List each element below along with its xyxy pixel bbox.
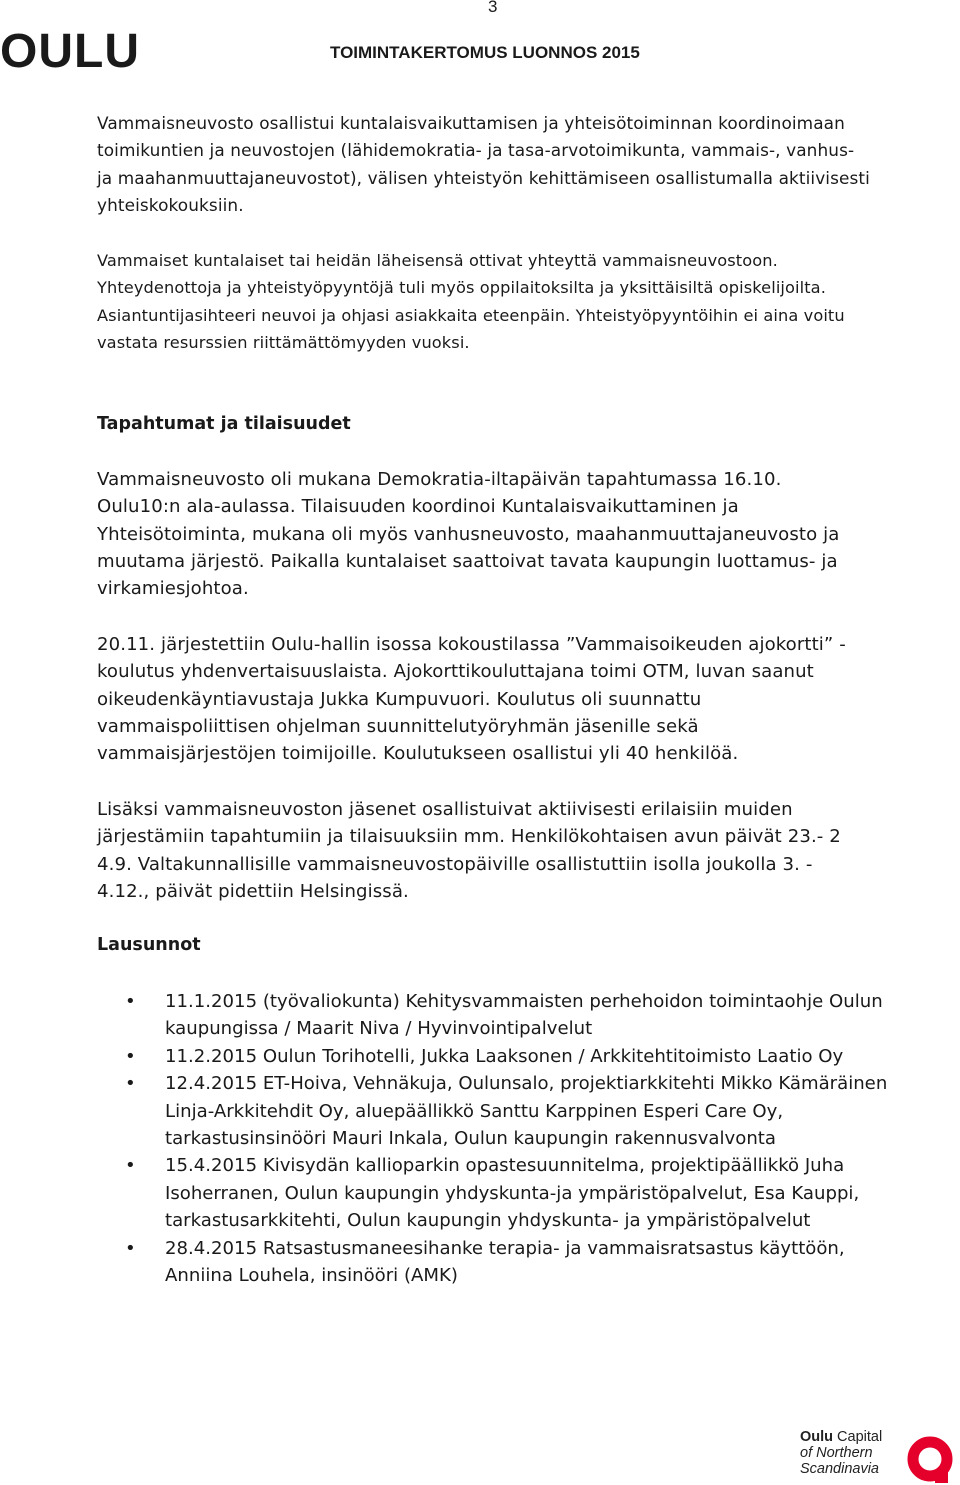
oulu-logo: OULU bbox=[0, 25, 140, 78]
footer-logo-northern: of Northern bbox=[800, 1445, 873, 1461]
list-item: • 12.4.2015 ET-Hoiva, Vehnäkuja, Oulunsalo, projektiarkkitehti Mikko Kämäräinen Linja-Arkkitehdit Oy, aluepäällikkö Santtu Karppinen Esperi Care Oy, tarkastusinsinööri Mauri Inkala, Oulun kaupungin rakennusvalvonta bbox=[97, 1070, 890, 1152]
paragraph-ajokortti: 20.11. järjestettiin Oulu-hallin isossa kokoustilassa ”Vammaisoikeuden ajokortti” -koulutus yhdenvertaisuuslaista. Ajokorttikouluttajana toimi OTM, luvan saanut oikeudenkäyntiavustaja Jukka Kumpuvuori. Koulutus oli suunnattu vammaispoliittisen ohjelman suunnittelutyöryhmän jäsenille sekä vammaisjärjestöjen toimijoille. Koulutukseen osallistui yli 40 henkilöä. bbox=[97, 634, 846, 765]
footer-logo-oulu: Oulu bbox=[800, 1429, 834, 1445]
oulu-mark-icon bbox=[904, 1433, 956, 1485]
oulu-mark-tail bbox=[935, 1470, 948, 1483]
paragraph-yhteydenotot: Vammaiset kuntalaiset tai heidän läheisensä ottivat yhteyttä vammaisneuvostoon. Yhteydenottoja ja yhteistyöpyyntöjä tuli myös oppilaitoksilta ja yksittäisiltä opiskelijoilta. Asiantuntijasihteeri neuvoi ja ohjasi asiakkaita eteenpäin. Yhteistyöpyyntöihin ei aina voitu vastata resurssien riittämättömyyden vuoksi. bbox=[97, 251, 845, 352]
list-item: • 11.2.2015 Oulun Torihotelli, Jukka Laaksonen / Arkkitehtitoimisto Laatio Oy bbox=[97, 1043, 890, 1070]
paragraph-lisaksi: Lisäksi vammaisneuvoston jäsenet osallistuivat aktiivisesti erilaisiin muiden järjestämiin tapahtumiin ja tilaisuuksiin mm. Henkilökohtaisen avun päivät 23.- 2 4.9. Valtakunnallisille vammaisneuvostopäiville osallistuttiin isolla joukolla 3. - 4.12., päivät pidettiin Helsingissä. bbox=[97, 799, 841, 902]
footer-logo-text bbox=[800, 1429, 882, 1477]
footer-logo bbox=[800, 1429, 960, 1483]
document-title: TOIMINTAKERTOMUS LUONNOS 2015 bbox=[330, 43, 640, 62]
footer-logo-scandinavia: Scandinavia bbox=[800, 1461, 879, 1477]
list-item: • 15.4.2015 Kivisydän kallioparkin opastesuunnitelma, projektipäällikkö Juha Isoherranen, Oulun kaupungin yhdyskunta-ja ympäristöpalvelut, Esa Kauppi, tarkastusarkkitehti, Oulun kaupungin yhdyskunta- ja ympäristöpalvelut bbox=[97, 1152, 890, 1234]
page-number: 3 bbox=[488, 0, 498, 16]
heading-lausunnot: Lausunnot bbox=[97, 935, 201, 955]
list-item: • 11.1.2015 (työvaliokunta) Kehitysvammaisten perhehoidon toimintaohje Oulun kaupungissa / Maarit Niva / Hyvinvointipalvelut bbox=[97, 988, 890, 1043]
paragraph-yhteistyo: Vammaisneuvosto osallistui kuntalaisvaikuttamisen ja yhteisötoiminnan koordinoimaan toimikuntien ja neuvostojen (lähidemokratia- ja tasa-arvotoimikunta, vammais-, vanhus- ja maahanmuuttajaneuvostot), välisen yhteistyön kehittämiseen osallistumalla aktiivisesti yhteiskokouksiin. bbox=[97, 113, 870, 215]
lausunnot-list bbox=[97, 988, 890, 1289]
footer-logo-capital: Capital bbox=[833, 1429, 883, 1445]
list-item: • 28.4.2015 Ratsastusmaneesihanke terapia- ja vammaisratsastus käyttöön, Anniina Louhela, insinööri (AMK) bbox=[97, 1235, 890, 1290]
paragraph-demokratia: Vammaisneuvosto oli mukana Demokratia-iltapäivän tapahtumassa 16.10. Oulu10:n ala-aulassa. Tilaisuuden koordinoi Kuntalaisvaikuttaminen ja Yhteisötoiminta, mukana oli myös vanhusneuvosto, maahanmuuttajaneuvosto ja muutama järjestö. Paikalla kuntalaiset saattoivat tavata kaupungin luottamus- ja virkamiesjohtoa. bbox=[97, 469, 840, 600]
heading-tapahtumat: Tapahtumat ja tilaisuudet bbox=[97, 414, 351, 434]
